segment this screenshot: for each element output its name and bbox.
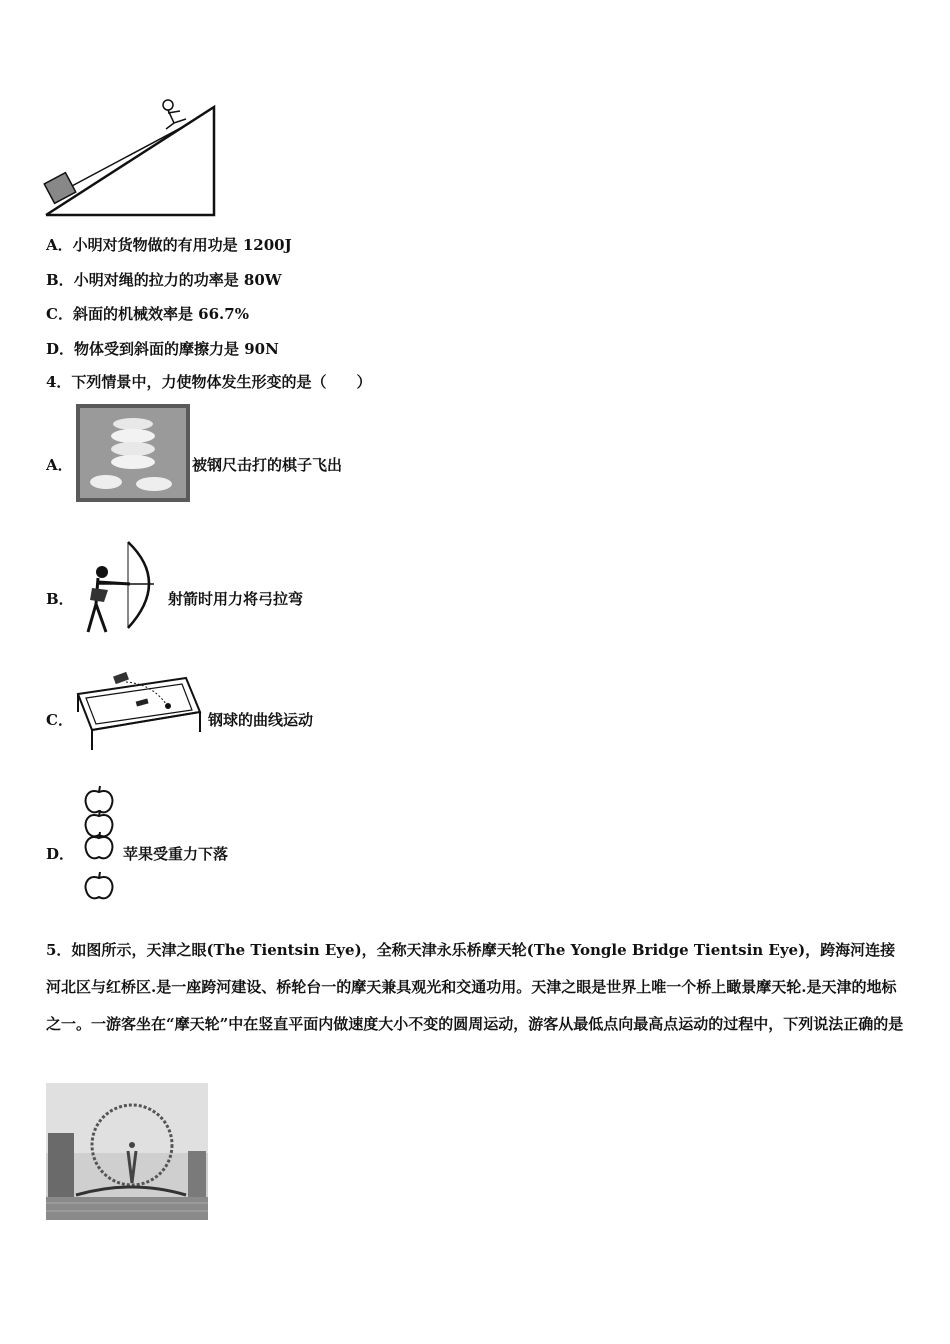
archer-drawing bbox=[78, 538, 162, 634]
q4-option-a-letter: A． bbox=[46, 456, 73, 474]
q4-option-b-letter: B． bbox=[46, 590, 74, 608]
q4-option-d-letter: D． bbox=[46, 845, 75, 863]
q4-option-c-letter: C． bbox=[46, 711, 73, 729]
q3-option-d: D．物体受到斜面的摩擦力是 90N bbox=[46, 340, 279, 358]
q4-option-c-text: 钢球的曲线运动 bbox=[208, 711, 314, 729]
q4-option-d-text: 苹果受重力下落 bbox=[123, 845, 229, 863]
q4-stem: 4．下列情景中，力使物体发生形变的是（ ） bbox=[46, 373, 372, 391]
q3-option-c: C．斜面的机械效率是 66.7% bbox=[46, 305, 249, 323]
incline-figure bbox=[40, 95, 220, 220]
tientsin-eye-photo bbox=[46, 1083, 208, 1220]
q4-option-a-text: 被钢尺击打的棋子飞出 bbox=[192, 456, 343, 474]
q5-stem: 5．如图所示，天津之眼(The Tientsin Eye)，全称天津永乐桥摩天轮(The Yongle Bridge Tientsin Eye)，跨海河连接河北区与红桥区.是一座跨河建设、桥轮台一的摩天兼具观光和交通功用。天津之眼是世界上唯一个桥上瞰景摩天轮.是天津的地标之一。一游客坐在“摩天轮”中在竖直平面内做速度大小不变的圆周运动，游客从最低点向最高点运动的过程中，下列说法正确的是 bbox=[46, 941, 904, 1033]
table-ball-drawing bbox=[74, 668, 208, 758]
q3-option-b: B．小明对绳的拉力的功率是 80W bbox=[46, 271, 282, 289]
falling-apple-drawing bbox=[82, 784, 116, 904]
q4-option-b-text: 射箭时用力将弓拉弯 bbox=[168, 590, 304, 608]
checkers-photo bbox=[76, 404, 190, 502]
q3-option-a: A．小明对货物做的有用功是 1200J bbox=[46, 236, 292, 254]
